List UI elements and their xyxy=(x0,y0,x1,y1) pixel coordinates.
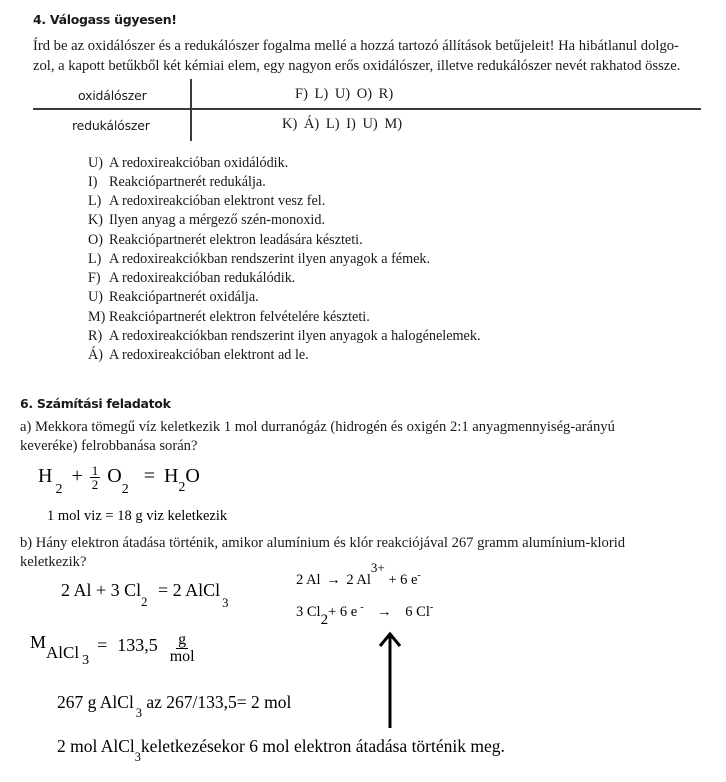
table-value-reducer: K) Á) L) I) U) M) xyxy=(282,116,403,132)
statement-text: Ilyen anyag a mérgező szén-monoxid. xyxy=(109,212,326,228)
question-a-line2: keveréke) felrobbanása során? xyxy=(20,438,198,454)
list-item xyxy=(88,270,295,287)
table-horizontal-divider xyxy=(33,108,701,110)
list-item xyxy=(88,309,370,326)
list-item xyxy=(88,232,363,249)
statement-text: A redoxireakcióban elektront ad le. xyxy=(109,347,309,363)
statement-text: Reakciópartnerét oxidálja. xyxy=(109,289,259,305)
statement-letter: R) xyxy=(88,328,103,344)
table-value-oxidizer: F) L) U) O) R) xyxy=(295,86,394,102)
conclusion: 2 mol AlCl$_3$keletkezésekor 6 mol elektron átadása történik meg. xyxy=(57,736,505,764)
statement-letter: U) xyxy=(88,289,103,305)
statement-text: A redoxireakcióban oxidálódik. xyxy=(109,155,289,171)
statement-text: A redoxireakcióban elektront vesz fel. xyxy=(109,193,326,209)
list-item xyxy=(88,328,481,345)
statement-text: A redoxireakciókban rendszerint ilyen anyagok a halogénelemek. xyxy=(109,328,481,344)
statement-text: Reakciópartnerét elektron felvételére készteti. xyxy=(109,309,370,325)
table-label-reducer: redukálószer xyxy=(72,118,150,133)
water-formation-equation: $H_2$ + $\frac{1}{2}$ $O_2 = H_2O$ xyxy=(38,463,200,498)
section-4-instructions-line2: zol, a kapott betűkből két kémiai elem, egy nagyon erős oxidálószer, illetve redukálószer nevét rakhatod össze. xyxy=(33,58,681,74)
reduction-half-reaction: 3 $Cl_2+ 6$ e - → 6 Cl- xyxy=(296,602,434,628)
moles-calculation: 267 g AlCl$_3$ az 267/133,5= 2 mol xyxy=(57,692,292,720)
list-item xyxy=(88,251,430,268)
section-4-instructions-line1: Írd be az oxidálószer és a redukálószer fogalma mellé a hozzá tartozó állítások betűjeleit! Ha hibátlanul dolgo- xyxy=(33,38,679,54)
list-item xyxy=(88,155,288,172)
water-mass-note: 1 mol viz = 18 g viz keletkezik xyxy=(47,508,228,524)
section-4-title: 4. Válogass ügyesen! xyxy=(33,12,177,27)
section-6-title: 6. Számítási feladatok xyxy=(20,396,171,411)
statement-text: Reakciópartnerét elektron leadására készteti. xyxy=(109,232,363,248)
arrow-up-icon xyxy=(378,630,402,730)
list-item xyxy=(88,193,325,210)
statement-letter: Á) xyxy=(88,347,103,363)
statement-letter: L) xyxy=(88,193,102,209)
statement-letter: O) xyxy=(88,232,103,248)
oxidation-half-reaction: 2 Al → 2 $Al^{3+} + 6$ e- xyxy=(296,560,421,588)
statement-letter: F) xyxy=(88,270,101,286)
question-b-line2: keletkezik? xyxy=(20,554,87,570)
question-a-line1: a) Mekkora tömegű víz keletkezik 1 mol durranógáz (hidrogén és oxigén 2:1 anyagmennyiség-arányú xyxy=(20,419,615,435)
list-item xyxy=(88,212,325,229)
list-item xyxy=(88,174,266,191)
statement-letter: I) xyxy=(88,174,98,190)
statement-letter: M) xyxy=(88,309,106,325)
statement-text: A redoxireakciókban rendszerint ilyen anyagok a fémek. xyxy=(109,251,431,267)
statement-letter: U) xyxy=(88,155,103,171)
statement-text: Reakciópartnerét redukálja. xyxy=(109,174,266,190)
statement-text: A redoxireakcióban redukálódik. xyxy=(109,270,296,286)
list-item xyxy=(88,347,309,364)
molar-mass-formula: M AlCl 3 = 133,5 $\frac{g}{\text{mol}}$ xyxy=(30,631,195,668)
aluminium-chloride-equation: 2 Al + 3 $Cl_2 = 2$ AlCl$_3$ xyxy=(61,580,229,610)
fraction-one-half: $\frac{1}{2}$ xyxy=(91,463,99,492)
statement-letter: L) xyxy=(88,251,102,267)
table-label-oxidizer: oxidálószer xyxy=(78,88,147,103)
list-item xyxy=(88,289,259,306)
question-b-line1: b) Hány elektron átadása történik, amikor alumínium és klór reakciójával 267 gramm alumínium-klorid xyxy=(20,535,626,551)
statement-letter: K) xyxy=(88,212,103,228)
table-vertical-divider xyxy=(190,79,192,141)
unit-fraction: $\frac{g}{\text{mol}}$ xyxy=(169,631,195,665)
